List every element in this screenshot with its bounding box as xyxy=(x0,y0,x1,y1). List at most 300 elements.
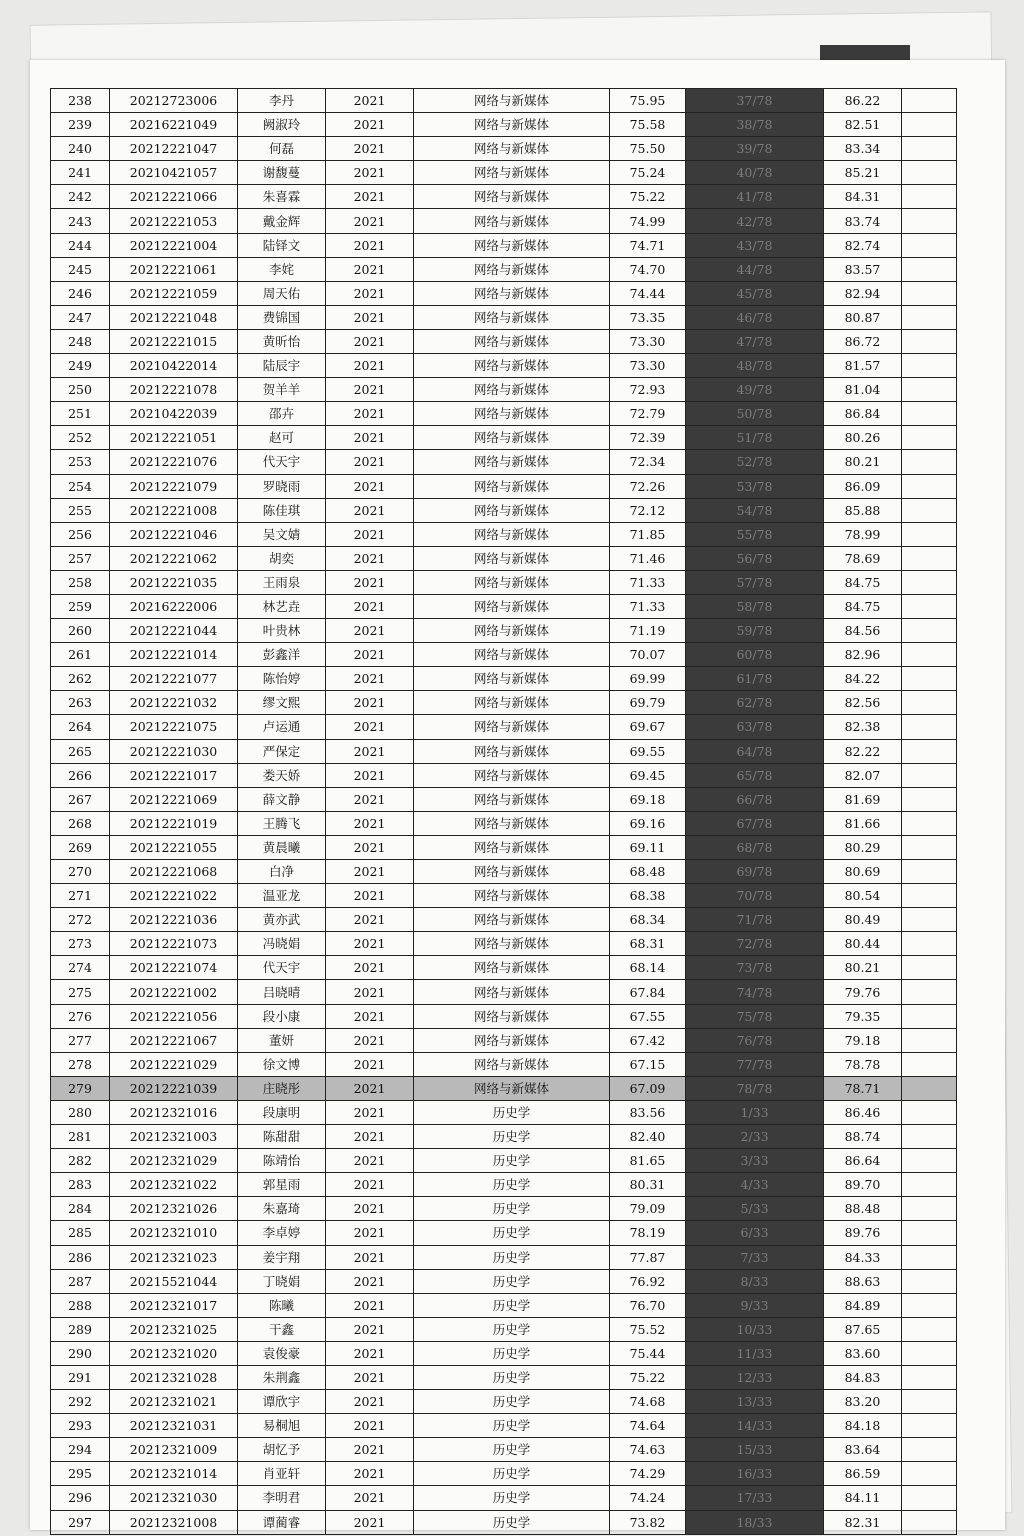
grade-year: 2021 xyxy=(326,378,414,402)
student-name: 薛文静 xyxy=(238,787,326,811)
empty-cell xyxy=(902,667,957,691)
row-number: 274 xyxy=(51,956,110,980)
row-number: 243 xyxy=(51,209,110,233)
score: 71.33 xyxy=(610,594,686,618)
comprehensive-score: 78.99 xyxy=(824,522,902,546)
empty-cell xyxy=(902,860,957,884)
table-row xyxy=(51,137,957,161)
table-row xyxy=(51,1052,957,1076)
student-id: 20212221047 xyxy=(110,137,238,161)
grade-year: 2021 xyxy=(326,884,414,908)
major-rank: 59/78 xyxy=(686,619,824,643)
table-row xyxy=(51,619,957,643)
empty-cell xyxy=(902,1414,957,1438)
comprehensive-score: 80.44 xyxy=(824,932,902,956)
comprehensive-score: 88.74 xyxy=(824,1125,902,1149)
major: 历史学 xyxy=(414,1100,610,1124)
comprehensive-score: 80.29 xyxy=(824,835,902,859)
major-rank: 12/33 xyxy=(686,1365,824,1389)
table-row xyxy=(51,1510,957,1534)
student-name: 代天宇 xyxy=(238,956,326,980)
empty-cell xyxy=(902,594,957,618)
major-rank: 63/78 xyxy=(686,715,824,739)
score: 73.82 xyxy=(610,1510,686,1534)
score: 68.38 xyxy=(610,884,686,908)
comprehensive-score: 80.69 xyxy=(824,860,902,884)
student-name: 李明君 xyxy=(238,1486,326,1510)
score: 69.99 xyxy=(610,667,686,691)
student-id: 20212321028 xyxy=(110,1365,238,1389)
student-name: 严保定 xyxy=(238,739,326,763)
student-name: 黄晨曦 xyxy=(238,835,326,859)
empty-cell xyxy=(902,1269,957,1293)
empty-cell xyxy=(902,835,957,859)
major-rank: 58/78 xyxy=(686,594,824,618)
major: 网络与新媒体 xyxy=(414,161,610,185)
major: 历史学 xyxy=(414,1341,610,1365)
grade-year: 2021 xyxy=(326,305,414,329)
student-id: 20210422039 xyxy=(110,402,238,426)
empty-cell xyxy=(902,233,957,257)
comprehensive-score: 82.22 xyxy=(824,739,902,763)
score: 67.84 xyxy=(610,980,686,1004)
grade-year: 2021 xyxy=(326,1462,414,1486)
grade-year: 2021 xyxy=(326,329,414,353)
comprehensive-score: 86.84 xyxy=(824,402,902,426)
major: 网络与新媒体 xyxy=(414,137,610,161)
grade-year: 2021 xyxy=(326,1414,414,1438)
student-name: 林艺垚 xyxy=(238,594,326,618)
comprehensive-score: 79.18 xyxy=(824,1028,902,1052)
grade-year: 2021 xyxy=(326,450,414,474)
comprehensive-score: 81.57 xyxy=(824,354,902,378)
comprehensive-score: 84.11 xyxy=(824,1486,902,1510)
grade-year: 2021 xyxy=(326,1221,414,1245)
major-rank: 73/78 xyxy=(686,956,824,980)
score: 71.33 xyxy=(610,570,686,594)
table-row xyxy=(51,1004,957,1028)
table-row xyxy=(51,1365,957,1389)
student-id: 20212221022 xyxy=(110,884,238,908)
major: 网络与新媒体 xyxy=(414,1052,610,1076)
major: 历史学 xyxy=(414,1438,610,1462)
comprehensive-score: 79.35 xyxy=(824,1004,902,1028)
student-id: 20212321008 xyxy=(110,1510,238,1534)
major: 历史学 xyxy=(414,1293,610,1317)
comprehensive-score: 86.46 xyxy=(824,1100,902,1124)
major-rank: 51/78 xyxy=(686,426,824,450)
empty-cell xyxy=(902,402,957,426)
empty-cell xyxy=(902,1462,957,1486)
student-name: 卢运通 xyxy=(238,715,326,739)
comprehensive-score: 86.22 xyxy=(824,89,902,113)
table-row xyxy=(51,89,957,113)
student-name: 肖亚轩 xyxy=(238,1462,326,1486)
table-row xyxy=(51,932,957,956)
student-name: 陈佳琪 xyxy=(238,498,326,522)
student-name: 赵可 xyxy=(238,426,326,450)
major: 网络与新媒体 xyxy=(414,908,610,932)
row-number: 252 xyxy=(51,426,110,450)
score: 74.99 xyxy=(610,209,686,233)
row-number: 265 xyxy=(51,739,110,763)
grade-year: 2021 xyxy=(326,1510,414,1534)
grade-year: 2021 xyxy=(326,1149,414,1173)
major: 网络与新媒体 xyxy=(414,185,610,209)
table-row xyxy=(51,185,957,209)
major: 网络与新媒体 xyxy=(414,426,610,450)
comprehensive-score: 78.78 xyxy=(824,1052,902,1076)
row-number: 273 xyxy=(51,932,110,956)
major-rank: 16/33 xyxy=(686,1462,824,1486)
student-id: 20212321010 xyxy=(110,1221,238,1245)
student-name: 庄晓彤 xyxy=(238,1076,326,1100)
major-rank: 78/78 xyxy=(686,1076,824,1100)
grade-year: 2021 xyxy=(326,715,414,739)
row-number: 271 xyxy=(51,884,110,908)
empty-cell xyxy=(902,378,957,402)
student-id: 20212221069 xyxy=(110,787,238,811)
table-row xyxy=(51,257,957,281)
major: 网络与新媒体 xyxy=(414,113,610,137)
comprehensive-score: 84.75 xyxy=(824,594,902,618)
comprehensive-score: 82.51 xyxy=(824,113,902,137)
table-row xyxy=(51,691,957,715)
student-id: 20212221074 xyxy=(110,956,238,980)
student-id: 20212221017 xyxy=(110,763,238,787)
student-name: 冯晓娟 xyxy=(238,932,326,956)
comprehensive-score: 80.21 xyxy=(824,450,902,474)
grade-year: 2021 xyxy=(326,161,414,185)
major: 历史学 xyxy=(414,1510,610,1534)
grade-year: 2021 xyxy=(326,1269,414,1293)
score: 72.34 xyxy=(610,450,686,474)
score: 69.18 xyxy=(610,787,686,811)
student-name: 朱喜霖 xyxy=(238,185,326,209)
student-name: 温亚龙 xyxy=(238,884,326,908)
student-name: 李姹 xyxy=(238,257,326,281)
student-id: 20212221015 xyxy=(110,329,238,353)
row-number: 249 xyxy=(51,354,110,378)
grade-year: 2021 xyxy=(326,835,414,859)
grade-year: 2021 xyxy=(326,546,414,570)
score: 75.24 xyxy=(610,161,686,185)
row-number: 294 xyxy=(51,1438,110,1462)
major: 网络与新媒体 xyxy=(414,378,610,402)
student-name: 黄昕怡 xyxy=(238,329,326,353)
student-id: 20212221061 xyxy=(110,257,238,281)
table-row xyxy=(51,860,957,884)
student-id: 20212221036 xyxy=(110,908,238,932)
student-id: 20212221079 xyxy=(110,474,238,498)
empty-cell xyxy=(902,956,957,980)
student-id: 20212221075 xyxy=(110,715,238,739)
table-row xyxy=(51,594,957,618)
score: 69.11 xyxy=(610,835,686,859)
major-rank: 49/78 xyxy=(686,378,824,402)
major-rank: 18/33 xyxy=(686,1510,824,1534)
major: 网络与新媒体 xyxy=(414,691,610,715)
score: 75.52 xyxy=(610,1317,686,1341)
major: 网络与新媒体 xyxy=(414,1076,610,1100)
empty-cell xyxy=(902,1390,957,1414)
row-number: 269 xyxy=(51,835,110,859)
table-row xyxy=(51,402,957,426)
major-rank: 4/33 xyxy=(686,1173,824,1197)
empty-cell xyxy=(902,1149,957,1173)
student-name: 缪文熙 xyxy=(238,691,326,715)
empty-cell xyxy=(902,1245,957,1269)
major: 网络与新媒体 xyxy=(414,1004,610,1028)
empty-cell xyxy=(902,89,957,113)
grade-year: 2021 xyxy=(326,980,414,1004)
empty-cell xyxy=(902,1293,957,1317)
major: 历史学 xyxy=(414,1414,610,1438)
student-name: 邵卉 xyxy=(238,402,326,426)
score: 74.29 xyxy=(610,1462,686,1486)
major-rank: 42/78 xyxy=(686,209,824,233)
score: 81.65 xyxy=(610,1149,686,1173)
grade-year: 2021 xyxy=(326,691,414,715)
empty-cell xyxy=(902,161,957,185)
major-rank: 2/33 xyxy=(686,1125,824,1149)
score: 69.79 xyxy=(610,691,686,715)
student-id: 20212321022 xyxy=(110,1173,238,1197)
row-number: 266 xyxy=(51,763,110,787)
major-rank: 56/78 xyxy=(686,546,824,570)
major-rank: 10/33 xyxy=(686,1317,824,1341)
empty-cell xyxy=(902,739,957,763)
grade-year: 2021 xyxy=(326,594,414,618)
empty-cell xyxy=(902,426,957,450)
empty-cell xyxy=(902,1317,957,1341)
score: 72.79 xyxy=(610,402,686,426)
empty-cell xyxy=(902,546,957,570)
row-number: 256 xyxy=(51,522,110,546)
score: 69.55 xyxy=(610,739,686,763)
empty-cell xyxy=(902,185,957,209)
comprehensive-score: 83.64 xyxy=(824,1438,902,1462)
student-name: 谭蔺睿 xyxy=(238,1510,326,1534)
student-id: 20212221059 xyxy=(110,281,238,305)
table-row xyxy=(51,209,957,233)
major-rank: 40/78 xyxy=(686,161,824,185)
major: 历史学 xyxy=(414,1462,610,1486)
score: 68.14 xyxy=(610,956,686,980)
student-name: 王腾飞 xyxy=(238,811,326,835)
major-rank: 50/78 xyxy=(686,402,824,426)
student-id: 20212221076 xyxy=(110,450,238,474)
row-number: 255 xyxy=(51,498,110,522)
empty-cell xyxy=(902,570,957,594)
empty-cell xyxy=(902,1365,957,1389)
comprehensive-score: 81.66 xyxy=(824,811,902,835)
empty-cell xyxy=(902,763,957,787)
comprehensive-score: 84.18 xyxy=(824,1414,902,1438)
student-name: 李丹 xyxy=(238,89,326,113)
row-number: 280 xyxy=(51,1100,110,1124)
major-rank: 53/78 xyxy=(686,474,824,498)
table-row xyxy=(51,1149,957,1173)
student-name: 丁晓娟 xyxy=(238,1269,326,1293)
student-name: 谢馥蔓 xyxy=(238,161,326,185)
table-row xyxy=(51,281,957,305)
grade-year: 2021 xyxy=(326,89,414,113)
grade-year: 2021 xyxy=(326,1293,414,1317)
grade-year: 2021 xyxy=(326,787,414,811)
grade-year: 2021 xyxy=(326,643,414,667)
empty-cell xyxy=(902,1076,957,1100)
student-name: 白净 xyxy=(238,860,326,884)
major: 网络与新媒体 xyxy=(414,281,610,305)
table-row xyxy=(51,787,957,811)
table-row xyxy=(51,1028,957,1052)
row-number: 264 xyxy=(51,715,110,739)
empty-cell xyxy=(902,884,957,908)
major-rank: 52/78 xyxy=(686,450,824,474)
student-id: 20212221030 xyxy=(110,739,238,763)
table-row xyxy=(51,811,957,835)
score: 76.70 xyxy=(610,1293,686,1317)
major: 历史学 xyxy=(414,1125,610,1149)
score: 73.30 xyxy=(610,354,686,378)
student-name: 干鑫 xyxy=(238,1317,326,1341)
student-id: 20212221067 xyxy=(110,1028,238,1052)
table-row xyxy=(51,354,957,378)
grade-year: 2021 xyxy=(326,185,414,209)
row-number: 297 xyxy=(51,1510,110,1534)
student-id: 20212221055 xyxy=(110,835,238,859)
major: 历史学 xyxy=(414,1269,610,1293)
comprehensive-score: 89.76 xyxy=(824,1221,902,1245)
empty-cell xyxy=(902,305,957,329)
grade-year: 2021 xyxy=(326,1317,414,1341)
grade-year: 2021 xyxy=(326,402,414,426)
student-name: 胡忆予 xyxy=(238,1438,326,1462)
empty-cell xyxy=(902,498,957,522)
empty-cell xyxy=(902,450,957,474)
student-id: 20212221062 xyxy=(110,546,238,570)
row-number: 292 xyxy=(51,1390,110,1414)
student-id: 20212221004 xyxy=(110,233,238,257)
table-row xyxy=(51,1173,957,1197)
score: 74.63 xyxy=(610,1438,686,1462)
student-id: 20212221056 xyxy=(110,1004,238,1028)
table-row xyxy=(51,1414,957,1438)
table-row xyxy=(51,1486,957,1510)
student-name: 叶贵林 xyxy=(238,619,326,643)
comprehensive-score: 82.94 xyxy=(824,281,902,305)
student-name: 徐文博 xyxy=(238,1052,326,1076)
row-number: 277 xyxy=(51,1028,110,1052)
score: 74.64 xyxy=(610,1414,686,1438)
major-rank: 1/33 xyxy=(686,1100,824,1124)
major: 历史学 xyxy=(414,1149,610,1173)
comprehensive-score: 84.75 xyxy=(824,570,902,594)
score: 73.30 xyxy=(610,329,686,353)
comprehensive-score: 81.69 xyxy=(824,787,902,811)
empty-cell xyxy=(902,715,957,739)
score: 72.26 xyxy=(610,474,686,498)
comprehensive-score: 86.72 xyxy=(824,329,902,353)
table-row xyxy=(51,498,957,522)
comprehensive-score: 83.60 xyxy=(824,1341,902,1365)
comprehensive-score: 84.33 xyxy=(824,1245,902,1269)
major-rank: 60/78 xyxy=(686,643,824,667)
row-number: 288 xyxy=(51,1293,110,1317)
row-number: 240 xyxy=(51,137,110,161)
major-rank: 8/33 xyxy=(686,1269,824,1293)
score: 69.67 xyxy=(610,715,686,739)
student-name: 吕晓晴 xyxy=(238,980,326,1004)
student-id: 20212221002 xyxy=(110,980,238,1004)
grade-year: 2021 xyxy=(326,1052,414,1076)
major: 网络与新媒体 xyxy=(414,257,610,281)
row-number: 291 xyxy=(51,1365,110,1389)
empty-cell xyxy=(902,980,957,1004)
score: 82.40 xyxy=(610,1125,686,1149)
row-number: 282 xyxy=(51,1149,110,1173)
row-number: 257 xyxy=(51,546,110,570)
major-rank: 57/78 xyxy=(686,570,824,594)
student-id: 20212321031 xyxy=(110,1414,238,1438)
table-row xyxy=(51,522,957,546)
score: 67.15 xyxy=(610,1052,686,1076)
major-rank: 44/78 xyxy=(686,257,824,281)
student-name: 贺羊羊 xyxy=(238,378,326,402)
student-id: 20212321029 xyxy=(110,1149,238,1173)
student-name: 易桐旭 xyxy=(238,1414,326,1438)
score: 69.45 xyxy=(610,763,686,787)
score: 67.09 xyxy=(610,1076,686,1100)
major: 历史学 xyxy=(414,1245,610,1269)
row-number: 238 xyxy=(51,89,110,113)
grade-year: 2021 xyxy=(326,1076,414,1100)
major: 网络与新媒体 xyxy=(414,498,610,522)
table-row xyxy=(51,908,957,932)
score: 72.39 xyxy=(610,426,686,450)
major: 网络与新媒体 xyxy=(414,956,610,980)
row-number: 245 xyxy=(51,257,110,281)
student-name: 陆辰宇 xyxy=(238,354,326,378)
comprehensive-score: 83.34 xyxy=(824,137,902,161)
major: 历史学 xyxy=(414,1173,610,1197)
score: 75.58 xyxy=(610,113,686,137)
score: 72.12 xyxy=(610,498,686,522)
major-rank: 13/33 xyxy=(686,1390,824,1414)
empty-cell xyxy=(902,1125,957,1149)
student-name: 陈靖怡 xyxy=(238,1149,326,1173)
major: 网络与新媒体 xyxy=(414,835,610,859)
student-name: 代天宇 xyxy=(238,450,326,474)
score: 74.24 xyxy=(610,1486,686,1510)
empty-cell xyxy=(902,257,957,281)
score: 68.48 xyxy=(610,860,686,884)
student-id: 20212221078 xyxy=(110,378,238,402)
grade-year: 2021 xyxy=(326,233,414,257)
table-row xyxy=(51,305,957,329)
score: 75.50 xyxy=(610,137,686,161)
grade-year: 2021 xyxy=(326,811,414,835)
major: 网络与新媒体 xyxy=(414,402,610,426)
comprehensive-score: 80.26 xyxy=(824,426,902,450)
row-number: 253 xyxy=(51,450,110,474)
row-number: 248 xyxy=(51,329,110,353)
major-rank: 65/78 xyxy=(686,763,824,787)
student-name: 董妍 xyxy=(238,1028,326,1052)
empty-cell xyxy=(902,1341,957,1365)
student-id: 20212221019 xyxy=(110,811,238,835)
